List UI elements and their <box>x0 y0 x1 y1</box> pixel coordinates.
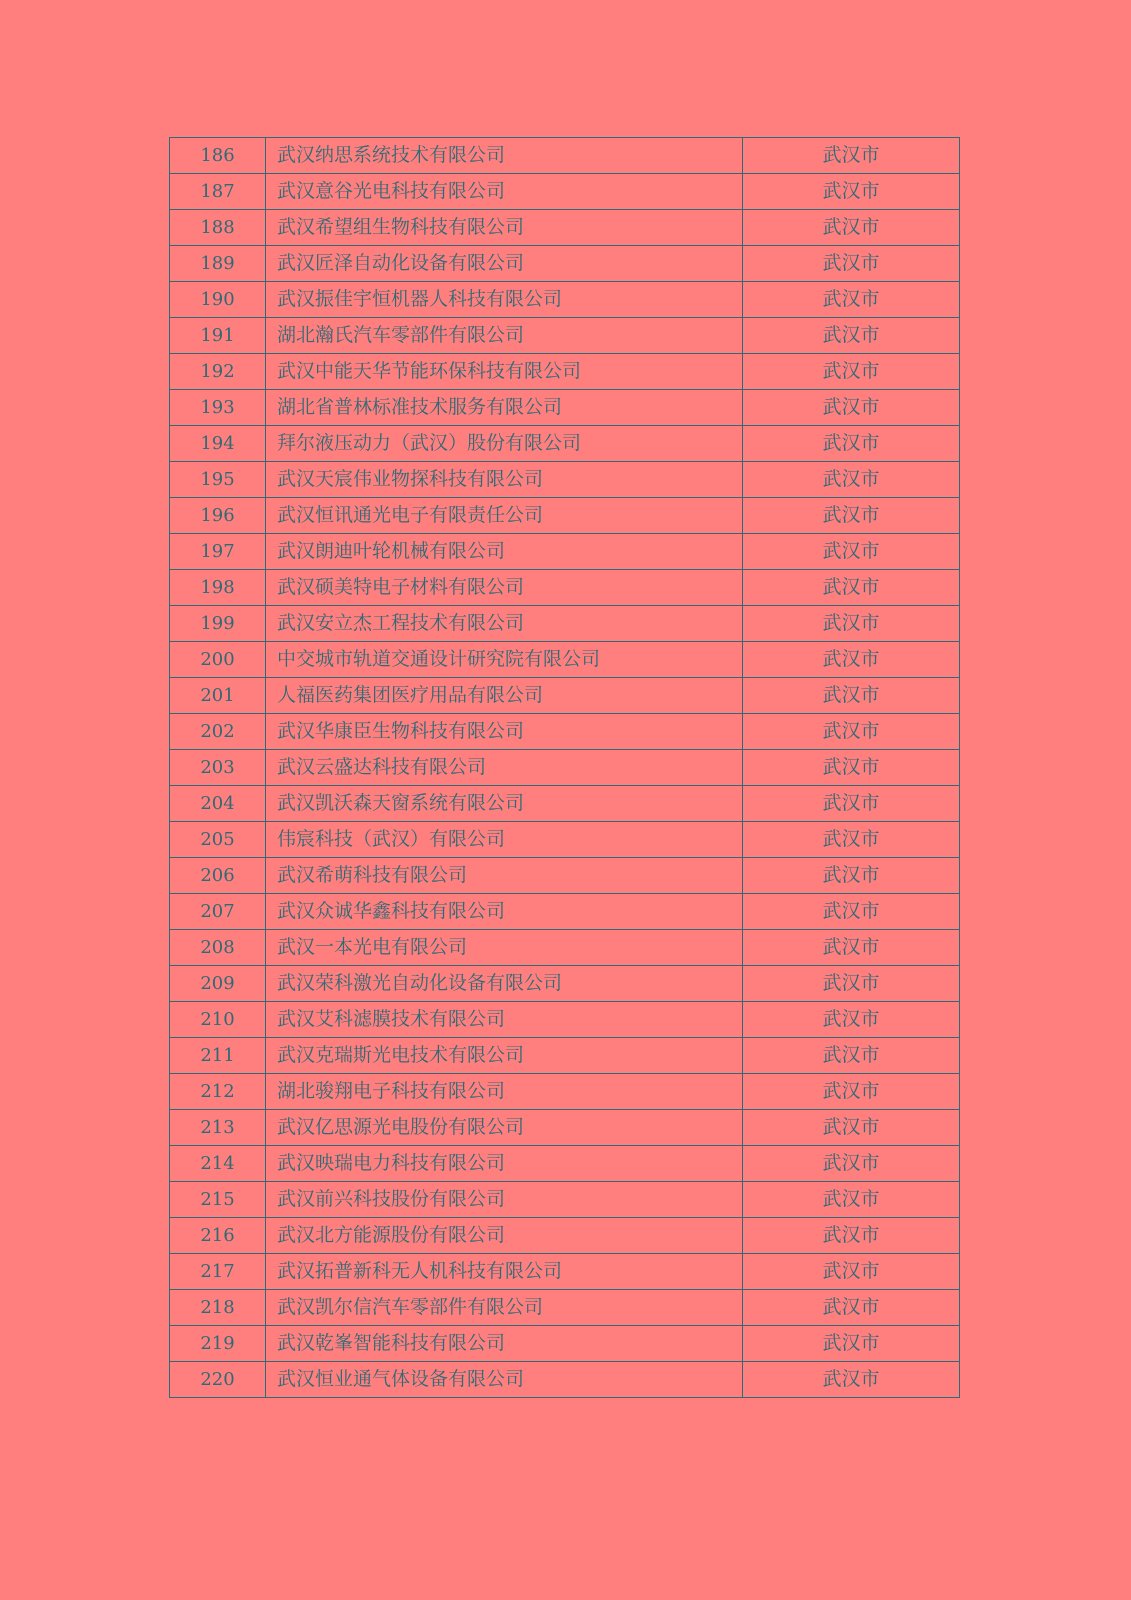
company-name-cell: 中交城市轨道交通设计研究院有限公司 <box>266 642 743 678</box>
table-row <box>170 1362 960 1398</box>
table-row <box>170 1182 960 1218</box>
row-number-cell: 192 <box>170 354 266 390</box>
company-name-cell: 武汉拓普新科无人机科技有限公司 <box>266 1254 743 1290</box>
table-row <box>170 750 960 786</box>
city-cell: 武汉市 <box>743 822 960 858</box>
city-cell: 武汉市 <box>743 1326 960 1362</box>
city-cell: 武汉市 <box>743 1110 960 1146</box>
table-row <box>170 894 960 930</box>
city-cell: 武汉市 <box>743 1362 960 1398</box>
company-name-cell: 武汉映瑞电力科技有限公司 <box>266 1146 743 1182</box>
row-number-cell: 204 <box>170 786 266 822</box>
row-number-cell: 199 <box>170 606 266 642</box>
row-number-cell: 186 <box>170 138 266 174</box>
company-name-cell: 伟宸科技（武汉）有限公司 <box>266 822 743 858</box>
table-row <box>170 174 960 210</box>
table-row <box>170 462 960 498</box>
table-row <box>170 1146 960 1182</box>
table-row <box>170 822 960 858</box>
city-cell: 武汉市 <box>743 858 960 894</box>
row-number-cell: 202 <box>170 714 266 750</box>
row-number-cell: 190 <box>170 282 266 318</box>
table-row <box>170 210 960 246</box>
row-number-cell: 215 <box>170 1182 266 1218</box>
city-cell: 武汉市 <box>743 642 960 678</box>
row-number-cell: 197 <box>170 534 266 570</box>
table-row <box>170 1218 960 1254</box>
table-row <box>170 390 960 426</box>
row-number-cell: 212 <box>170 1074 266 1110</box>
table-row <box>170 786 960 822</box>
table-row <box>170 714 960 750</box>
row-number-cell: 205 <box>170 822 266 858</box>
company-name-cell: 湖北省普林标准技术服务有限公司 <box>266 390 743 426</box>
city-cell: 武汉市 <box>743 714 960 750</box>
row-number-cell: 198 <box>170 570 266 606</box>
city-cell: 武汉市 <box>743 1254 960 1290</box>
company-name-cell: 武汉恒业通气体设备有限公司 <box>266 1362 743 1398</box>
row-number-cell: 201 <box>170 678 266 714</box>
row-number-cell: 207 <box>170 894 266 930</box>
table-row <box>170 318 960 354</box>
row-number-cell: 218 <box>170 1290 266 1326</box>
table-row <box>170 678 960 714</box>
row-number-cell: 211 <box>170 1038 266 1074</box>
table-row <box>170 570 960 606</box>
table-row <box>170 606 960 642</box>
city-cell: 武汉市 <box>743 462 960 498</box>
table-row <box>170 246 960 282</box>
city-cell: 武汉市 <box>743 1074 960 1110</box>
row-number-cell: 213 <box>170 1110 266 1146</box>
company-name-cell: 武汉匠泽自动化设备有限公司 <box>266 246 743 282</box>
row-number-cell: 220 <box>170 1362 266 1398</box>
city-cell: 武汉市 <box>743 1218 960 1254</box>
company-name-cell: 武汉天宸伟业物探科技有限公司 <box>266 462 743 498</box>
city-cell: 武汉市 <box>743 138 960 174</box>
row-number-cell: 187 <box>170 174 266 210</box>
city-cell: 武汉市 <box>743 498 960 534</box>
city-cell: 武汉市 <box>743 1290 960 1326</box>
table-row <box>170 1074 960 1110</box>
table-row <box>170 354 960 390</box>
company-name-cell: 武汉凯沃森天窗系统有限公司 <box>266 786 743 822</box>
table-row <box>170 426 960 462</box>
company-name-cell: 武汉华康臣生物科技有限公司 <box>266 714 743 750</box>
company-name-cell: 武汉一本光电有限公司 <box>266 930 743 966</box>
city-cell: 武汉市 <box>743 390 960 426</box>
company-name-cell: 武汉希萌科技有限公司 <box>266 858 743 894</box>
city-cell: 武汉市 <box>743 678 960 714</box>
company-name-cell: 武汉硕美特电子材料有限公司 <box>266 570 743 606</box>
company-name-cell: 武汉云盛达科技有限公司 <box>266 750 743 786</box>
row-number-cell: 206 <box>170 858 266 894</box>
city-cell: 武汉市 <box>743 1146 960 1182</box>
city-cell: 武汉市 <box>743 966 960 1002</box>
company-name-cell: 武汉克瑞斯光电技术有限公司 <box>266 1038 743 1074</box>
company-name-cell: 武汉乾峯智能科技有限公司 <box>266 1326 743 1362</box>
company-name-cell: 武汉意谷光电科技有限公司 <box>266 174 743 210</box>
table-row <box>170 1038 960 1074</box>
row-number-cell: 209 <box>170 966 266 1002</box>
company-name-cell: 武汉前兴科技股份有限公司 <box>266 1182 743 1218</box>
table-row <box>170 642 960 678</box>
company-name-cell: 武汉艾科滤膜技术有限公司 <box>266 1002 743 1038</box>
table-row <box>170 858 960 894</box>
city-cell: 武汉市 <box>743 786 960 822</box>
city-cell: 武汉市 <box>743 426 960 462</box>
row-number-cell: 195 <box>170 462 266 498</box>
table-row <box>170 1290 960 1326</box>
table-row <box>170 1002 960 1038</box>
company-name-cell: 人福医药集团医疗用品有限公司 <box>266 678 743 714</box>
row-number-cell: 217 <box>170 1254 266 1290</box>
company-name-cell: 武汉荣科激光自动化设备有限公司 <box>266 966 743 1002</box>
table-row <box>170 966 960 1002</box>
table-row <box>170 498 960 534</box>
city-cell: 武汉市 <box>743 1182 960 1218</box>
company-name-cell: 武汉纳思系统技术有限公司 <box>266 138 743 174</box>
company-name-cell: 武汉亿思源光电股份有限公司 <box>266 1110 743 1146</box>
row-number-cell: 208 <box>170 930 266 966</box>
row-number-cell: 214 <box>170 1146 266 1182</box>
row-number-cell: 189 <box>170 246 266 282</box>
city-cell: 武汉市 <box>743 1038 960 1074</box>
company-name-cell: 湖北瀚氏汽车零部件有限公司 <box>266 318 743 354</box>
row-number-cell: 216 <box>170 1218 266 1254</box>
company-name-cell: 武汉凯尔信汽车零部件有限公司 <box>266 1290 743 1326</box>
city-cell: 武汉市 <box>743 246 960 282</box>
city-cell: 武汉市 <box>743 174 960 210</box>
company-name-cell: 武汉众诚华鑫科技有限公司 <box>266 894 743 930</box>
company-name-cell: 武汉振佳宇恒机器人科技有限公司 <box>266 282 743 318</box>
table-row <box>170 930 960 966</box>
row-number-cell: 188 <box>170 210 266 246</box>
company-name-cell: 武汉北方能源股份有限公司 <box>266 1218 743 1254</box>
table-row <box>170 1326 960 1362</box>
city-cell: 武汉市 <box>743 318 960 354</box>
row-number-cell: 193 <box>170 390 266 426</box>
row-number-cell: 196 <box>170 498 266 534</box>
company-name-cell: 武汉恒讯通光电子有限责任公司 <box>266 498 743 534</box>
row-number-cell: 191 <box>170 318 266 354</box>
company-name-cell: 拜尔液压动力（武汉）股份有限公司 <box>266 426 743 462</box>
company-name-cell: 武汉希望组生物科技有限公司 <box>266 210 743 246</box>
company-list-body <box>170 138 960 1398</box>
row-number-cell: 210 <box>170 1002 266 1038</box>
row-number-cell: 203 <box>170 750 266 786</box>
city-cell: 武汉市 <box>743 606 960 642</box>
table-row <box>170 1110 960 1146</box>
row-number-cell: 194 <box>170 426 266 462</box>
city-cell: 武汉市 <box>743 282 960 318</box>
city-cell: 武汉市 <box>743 930 960 966</box>
city-cell: 武汉市 <box>743 354 960 390</box>
company-name-cell: 武汉中能天华节能环保科技有限公司 <box>266 354 743 390</box>
company-name-cell: 武汉朗迪叶轮机械有限公司 <box>266 534 743 570</box>
table-row <box>170 534 960 570</box>
row-number-cell: 200 <box>170 642 266 678</box>
table-row <box>170 138 960 174</box>
row-number-cell: 219 <box>170 1326 266 1362</box>
city-cell: 武汉市 <box>743 1002 960 1038</box>
table-row <box>170 282 960 318</box>
table-row <box>170 1254 960 1290</box>
city-cell: 武汉市 <box>743 750 960 786</box>
city-cell: 武汉市 <box>743 570 960 606</box>
company-name-cell: 武汉安立杰工程技术有限公司 <box>266 606 743 642</box>
company-name-cell: 湖北骏翔电子科技有限公司 <box>266 1074 743 1110</box>
company-list-table <box>169 137 960 1398</box>
city-cell: 武汉市 <box>743 534 960 570</box>
city-cell: 武汉市 <box>743 894 960 930</box>
city-cell: 武汉市 <box>743 210 960 246</box>
